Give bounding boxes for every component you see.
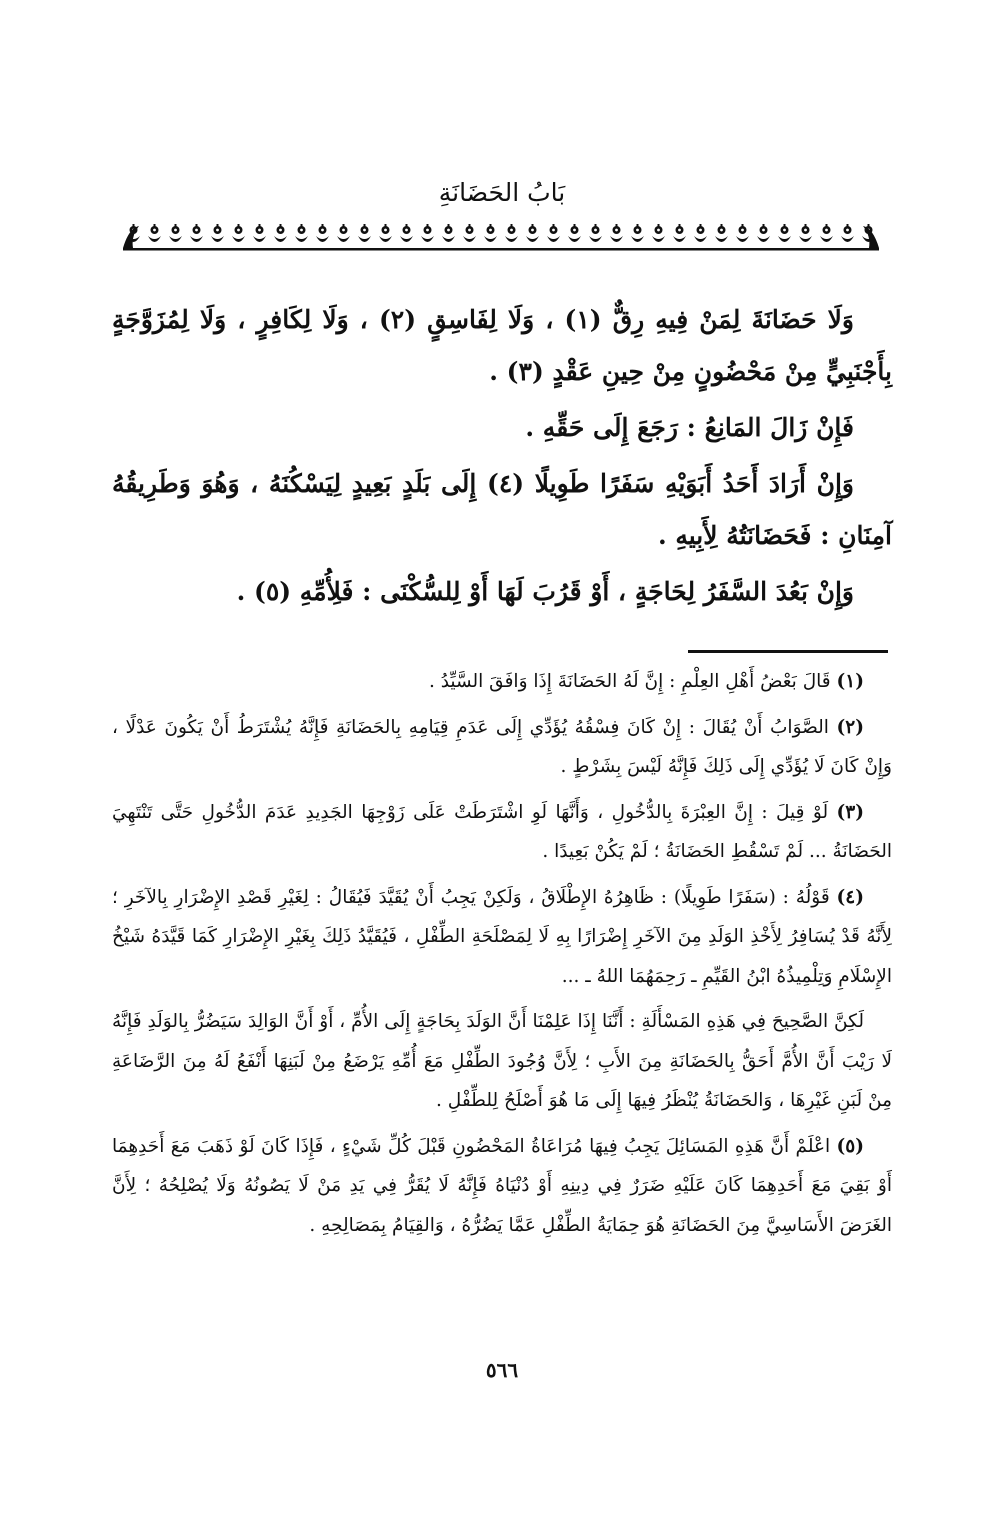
- footnote-3: [112, 793, 892, 872]
- footnote-1: [112, 662, 892, 702]
- chapter-title: بَابُ الحَضَانَةِ: [438, 178, 566, 207]
- ornamental-border: [123, 222, 879, 252]
- footnote-4-continued: [112, 1002, 892, 1121]
- footnote-number: (٢): [836, 716, 864, 738]
- footnote-2: [112, 708, 892, 787]
- main-paragraph: وَإِنْ أَرَادَ أَحَدُ أَبَوَيْهِ سَفَرًا طَوِيلًا (٤) إِلَى بَلَدٍ بَعِيدٍ لِيَسْكُنَهُ ، وَهُوَ وَطَرِيقُهُ آمِنَانِ : فَحَضَانَتُهُ لِأَبِيهِ .: [112, 469, 892, 550]
- main-paragraph: وَإِنْ بَعُدَ السَّفَرُ لِحَاجَةٍ ، أَوْ قَرُبَ لَهَا أَوْ لِلسُّكْنَى : فَلِأُمِّهِ (٥) .: [236, 577, 854, 606]
- footnote-text: لَكِنَّ الصَّحِيحَ فِي هَذِهِ المَسْأَلَةِ : أَنَّنَا إِذَا عَلِمْنَا أَنَّ الوَلَدَ بِحَاجَةٍ إِلَى الأُمِّ ، أَوْ أَنَّ الوَالِدَ سَيَضُرُّ بِالوَلَدِ فَإِنَّهُ لَا رَيْبَ أَنَّ الأُمَّ أَحَقُّ بِالحَضَانَةِ مِنَ الأَبِ ؛ لِأَنَّ وُجُودَ الطِّفْلِ مَعَ أُمِّهِ يَرْضَعُ مِنْ لَبَنِهَا أَنْفَعُ لَهُ مِنَ الرَّضَاعَةِ مِنْ لَبَنِ غَيْرِهَا ، وَالحَضَانَةُ يُنْظَرُ فِيهَا إِلَى مَا هُوَ أَصْلَحُ لِلطِّفْلِ .: [112, 1011, 892, 1111]
- footnote-text: لَوْ قِيلَ : إِنَّ العِبْرَةَ بِالدُّخُولِ ، وَأَنَّهَا لَوِ اشْتَرَطَتْ عَلَى زَوْجِهَا الجَدِيدِ عَدَمَ الدُّخُولِ حَتَّى تَنْتَهِيَ الحَضَانَةُ ... لَمْ تَسْقُطِ الحَضَانَةُ ؛ لَمْ يَكُنْ بَعِيدًا .: [112, 801, 892, 862]
- footnote-text: اعْلَمْ أَنَّ هَذِهِ المَسَائِلَ يَجِبُ فِيهَا مُرَاعَاةُ المَحْضُونِ قَبْلَ كُلِّ شَيْءٍ ، فَإِذَا كَانَ لَوْ ذَهَبَ مَعَ أَحَدِهِمَا أَوْ بَقِيَ مَعَ أَحَدِهِمَا كَانَ عَلَيْهِ ضَرَرٌ فِي دِينِهِ أَوْ دُنْيَاهُ فَإِنَّهُ لَا يُقَرُّ فِي يَدِ مَنْ لَا يَصُونُهُ وَلَا يُصْلِحُهُ ؛ لِأَنَّ الغَرَضَ الأَسَاسِيَّ مِنَ الحَضَانَةِ هُوَ حِمَايَةُ الطِّفْلِ عَمَّا يَضُرُّهُ ، وَالقِيَامُ بِمَصَالِحِهِ .: [112, 1135, 892, 1236]
- footnote-text: قَالَ بَعْضُ أَهْلِ العِلْمِ : إِنَّ لَهُ الحَضَانَةَ إِذَا وَافَقَ السَّيِّدُ .: [428, 671, 831, 692]
- footnote-number: (٥): [836, 1135, 864, 1157]
- footnote-5: [112, 1127, 892, 1246]
- footnote-number: (٣): [836, 801, 864, 823]
- footnote-number: (٤): [836, 886, 864, 908]
- footnote-4: [112, 878, 892, 997]
- footnote-text: قَوْلُهُ : (سَفَرًا طَوِيلًا) : ظَاهِرُهُ الإِطْلَاقُ ، وَلَكِنْ يَجِبُ أَنْ يُقَيَّدَ فَيُقَالُ : لِغَيْرِ قَصْدِ الإِضْرَارِ بِالآخَرِ ؛ لِأَنَّهُ قَدْ يُسَافِرُ لِأَخْذِ الوَلَدِ مِنَ الآخَرِ إِضْرَارًا بِهِ لَا لِمَصْلَحَةِ الطِّفْلِ ، فَيُقَيَّدُ ذَلِكَ بِغَيْرِ الإِضْرَارِ كَمَا قَيَّدَهُ شَيْخُ الإِسْلَامِ وَتِلْمِيذُهُ ابْنُ القَيِّمِ ـ رَحِمَهُمَا اللهُ ـ ...: [112, 886, 892, 987]
- footnote-number: (١): [836, 671, 864, 692]
- page-number: ٥٦٦: [485, 1358, 519, 1382]
- main-paragraph: فَإِنْ زَالَ المَانِعُ : رَجَعَ إِلَى حَقِّهِ .: [525, 413, 854, 442]
- footnotes: [112, 662, 892, 1245]
- footnote-text: الصَّوَابُ أَنْ يُقَالَ : إِنْ كَانَ فِسْقُهُ يُؤَدِّي إِلَى عَدَمِ قِيَامِهِ بِالحَضَانَةِ فَإِنَّهُ يُشْتَرَطُ أَنْ يَكُونَ عَدْلًا ، وَإِنْ كَانَ لَا يُؤَدِّي إِلَى ذَلِكَ فَإِنَّهُ لَيْسَ بِشَرْطٍ .: [112, 716, 892, 777]
- footnote-divider: [688, 650, 888, 653]
- main-paragraph: وَلَا حَضَانَةَ لِمَنْ فِيهِ رِقٌّ (١) ، وَلَا لِفَاسِقٍ (٢) ، وَلَا لِكَافِرٍ ، وَلَا لِمُزَوَّجَةٍ بِأَجْنَبِيٍّ مِنْ مَحْضُونٍ مِنْ حِينِ عَقْدٍ (٣) .: [112, 305, 892, 386]
- main-text: [112, 294, 892, 618]
